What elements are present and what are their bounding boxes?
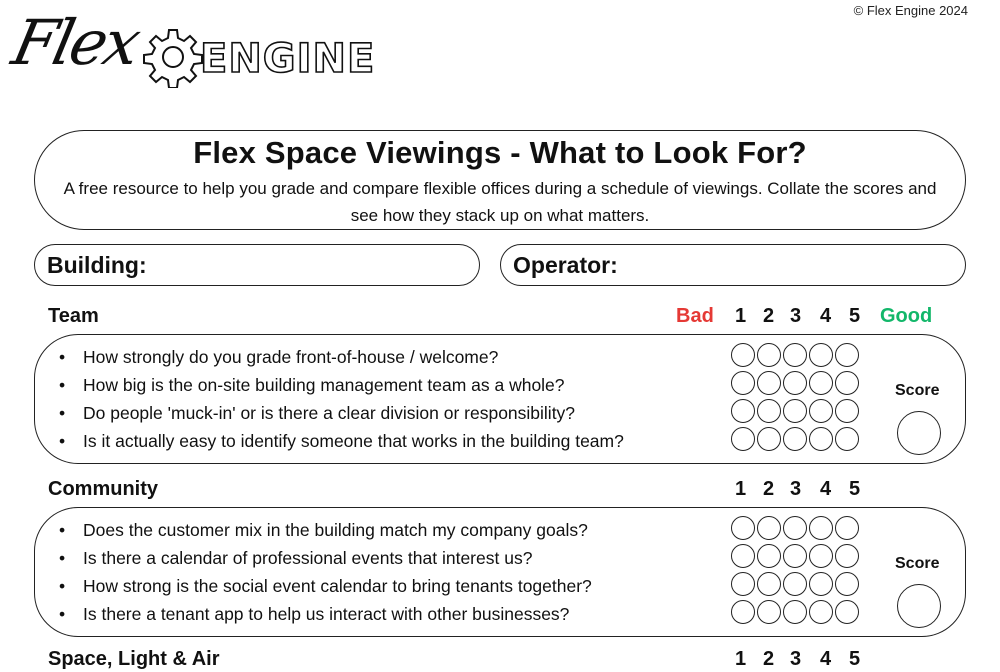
scale-3: 3 [790,478,802,500]
community-question-panel [34,507,966,637]
community-question-list [59,516,592,628]
building-field[interactable] [34,244,480,286]
rating-radio[interactable] [809,343,833,367]
rating-radio[interactable] [757,600,781,624]
rating-radio[interactable] [783,600,807,624]
rating-row [731,598,859,626]
rating-radio[interactable] [783,516,807,540]
question-item: • Do people 'muck-in' or is there a clear division or responsibility? [59,399,624,427]
rating-radio[interactable] [809,399,833,423]
scale-2: 2 [763,305,775,327]
page-title: Flex Space Viewings - What to Look For? [193,135,807,170]
rating-radio[interactable] [757,544,781,568]
scale-2: 2 [763,478,775,500]
rating-radio[interactable] [809,516,833,540]
rating-radio[interactable] [783,371,807,395]
team-score-circle[interactable] [897,411,941,455]
scale-3: 3 [790,648,802,670]
rating-radio[interactable] [783,399,807,423]
team-rating-grid [731,341,859,453]
question-item: • Is there a calendar of professional events that interest us? [59,544,592,572]
logo-script: Flex [6,6,145,79]
scale-3: 3 [790,305,802,327]
scale-bad-label: Bad [676,305,714,327]
team-question-list [59,343,624,455]
section-title-team: Team [48,305,99,327]
rating-scale-numbers [676,478,876,502]
scale-5: 5 [849,478,861,500]
copyright-text: © Flex Engine 2024 [853,3,968,18]
question-item: • Is it actually easy to identify someone that works in the building team? [59,427,624,455]
scale-4: 4 [820,478,832,500]
rating-radio[interactable] [809,544,833,568]
scale-2: 2 [763,648,775,670]
rating-radio[interactable] [783,544,807,568]
rating-radio[interactable] [809,427,833,451]
question-item: • Is there a tenant app to help us interact with other businesses? [59,600,592,628]
rating-row [731,369,859,397]
building-label: Building: [47,252,147,278]
question-item: • Does the customer mix in the building match my company goals? [59,516,592,544]
rating-radio[interactable] [809,600,833,624]
rating-radio[interactable] [835,516,859,540]
scale-4: 4 [820,305,832,327]
scale-1: 1 [735,648,747,670]
rating-radio[interactable] [835,343,859,367]
rating-radio[interactable] [731,572,755,596]
rating-radio[interactable] [731,371,755,395]
rating-radio[interactable] [757,371,781,395]
question-item: • How strongly do you grade front-of-house / welcome? [59,343,624,371]
rating-radio[interactable] [731,399,755,423]
team-question-panel [34,334,966,464]
rating-radio[interactable] [783,572,807,596]
scale-4: 4 [820,648,832,670]
community-rating-grid [731,514,859,626]
scale-5: 5 [849,648,861,670]
rating-radio[interactable] [731,343,755,367]
scale-1: 1 [735,305,747,327]
section-title-community: Community [48,478,158,500]
rating-radio[interactable] [835,399,859,423]
rating-radio[interactable] [809,371,833,395]
rating-radio[interactable] [757,516,781,540]
scale-5: 5 [849,305,861,327]
rating-scale-numbers [676,648,876,672]
community-score-label: Score [895,555,940,572]
team-score-label: Score [895,382,940,399]
header-panel [34,130,966,230]
page-subtitle: A free resource to help you grade and compare flexible offices during a schedule of viewings. Collate the scores and see how they stack up on what matters. [63,179,937,225]
rating-radio[interactable] [731,516,755,540]
gear-icon [142,26,204,88]
rating-radio[interactable] [835,371,859,395]
rating-row [731,570,859,598]
rating-row [731,514,859,542]
rating-radio[interactable] [731,544,755,568]
rating-row [731,425,859,453]
question-item: • How big is the on-site building management team as a whole? [59,371,624,399]
rating-row [731,542,859,570]
rating-radio[interactable] [835,572,859,596]
scale-1: 1 [735,478,747,500]
rating-radio[interactable] [835,544,859,568]
rating-radio[interactable] [731,427,755,451]
section-title-space-light-air: Space, Light & Air [48,648,220,670]
rating-radio[interactable] [835,600,859,624]
operator-field[interactable] [500,244,966,286]
rating-row [731,397,859,425]
rating-radio[interactable] [731,600,755,624]
rating-radio[interactable] [835,427,859,451]
rating-radio[interactable] [757,427,781,451]
scale-good-label: Good [880,305,933,327]
rating-radio[interactable] [757,399,781,423]
rating-radio[interactable] [757,343,781,367]
rating-radio[interactable] [783,427,807,451]
operator-label: Operator: [513,252,618,278]
rating-row [731,341,859,369]
community-score-circle[interactable] [897,584,941,628]
rating-scale-header [676,305,946,329]
flex-engine-logo [6,4,376,104]
rating-radio[interactable] [783,343,807,367]
rating-radio[interactable] [809,572,833,596]
logo-wordmark: ENGINE [200,36,376,82]
question-item: • How strong is the social event calendar to bring tenants together? [59,572,592,600]
rating-radio[interactable] [757,572,781,596]
